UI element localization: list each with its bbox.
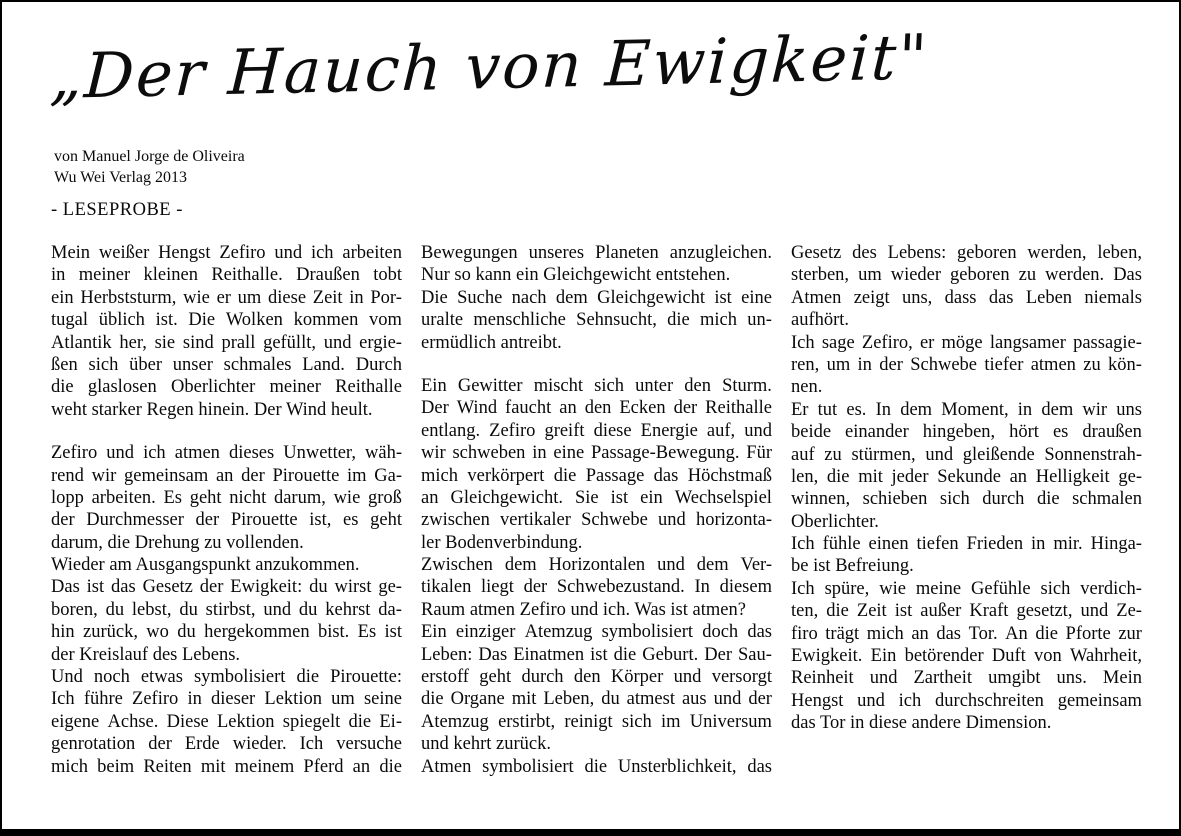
text-columns (51, 242, 1143, 778)
section-label: - LESEPROBE - (51, 200, 183, 220)
text-line: aufhört. (791, 310, 850, 331)
text-line: Ein Gewitter mischt sich unter den Sturm. (421, 375, 772, 396)
paragraph (51, 242, 402, 421)
text-line: tugal üblich ist. Die Wolken kommen vom (51, 310, 402, 331)
book-title: „Der Hauch von Ewigkeit" (48, 20, 931, 114)
text-line: der Kreislauf des Lebens. (51, 644, 241, 665)
text-line: Ich spüre, wie meine Gefühle sich verdich- (791, 578, 1142, 599)
text-line: genrotation der Erde wieder. Ich versuche (51, 734, 402, 755)
text-line: weht starker Regen hinein. Der Wind heult. (51, 399, 373, 420)
text-line: Oberlichter. (791, 511, 879, 532)
text-line: erstoff geht durch den Körper und versorgt (421, 667, 772, 688)
text-line: mich verkörpert die Passage das Höchstmaß (421, 465, 772, 486)
text-line: lopp arbeiten. Es geht nicht darum, wie groß (51, 487, 402, 508)
text-line: Gesetz des Lebens: geboren werden, leben, (791, 243, 1142, 263)
text-line: an Gleichgewicht. Sie ist ein Wechselspiel (421, 487, 772, 508)
text-column-1 (51, 242, 402, 778)
paragraph (51, 666, 402, 778)
paragraph (791, 578, 1142, 735)
text-line: Atmen symbolisiert die Unsterblichkeit, das (421, 756, 772, 777)
paragraph (791, 242, 1142, 332)
publisher-line: Wu Wei Verlag 2013 (54, 169, 188, 186)
text-line: firo trägt mich an das Tor. An die Pforte zur (791, 623, 1142, 644)
text-line: nen. (791, 377, 823, 398)
text-line: Atemzug erstirbt, reinigt sich im Universum (421, 711, 772, 732)
paragraph (421, 554, 772, 621)
paragraph (791, 533, 1142, 578)
text-line: Atlantik her, sie sind prall gefüllt, und ergie- (51, 332, 402, 353)
text-line: eigene Achse. Diese Lektion spiegelt die Ei- (51, 711, 402, 732)
text-line: ßen sich über unser schmales Land. Durch (51, 354, 402, 375)
text-line: der Durchmesser der Pirouette ist, es geht (51, 510, 402, 531)
text-line: die glaslosen Oberlichter meiner Reithalle (51, 377, 402, 398)
text-line: Ewigkeit. Ein betörender Duft von Wahrheit, (791, 646, 1142, 667)
text-line: hin zurück, wo du hergekommen bist. Es ist (51, 622, 402, 643)
text-line: Ich fühle einen tiefen Frieden in mir. Hinga- (791, 534, 1142, 555)
author-byline: von Manuel Jorge de Oliveira (54, 148, 245, 165)
text-line: Zwischen dem Horizontalen und dem Ver- (421, 555, 772, 576)
text-line: uralte menschliche Sehnsucht, die mich un- (421, 310, 772, 331)
text-line: darum, die Drehung zu vollenden. (51, 532, 304, 553)
text-line: ten, die Zeit ist außer Kraft gesetzt, und Ze- (791, 601, 1142, 622)
text-line: boren, du lebst, du stirbst, und du kehrst da- (51, 599, 402, 620)
byline-block (54, 146, 245, 188)
text-line: Bewegungen unseres Planeten anzugleichen. (421, 243, 772, 263)
text-line: winnen, schieben sich durch die schmalen (791, 489, 1142, 510)
paragraph (421, 287, 772, 354)
text-line: Ich führe Zefiro in dieser Lektion um seine (51, 689, 402, 710)
text-line: Wieder am Ausgangspunkt anzukommen. (51, 555, 360, 576)
text-line: Nur so kann ein Gleichgewicht entstehen. (421, 265, 731, 286)
text-line: ermüdlich antreibt. (421, 332, 562, 353)
text-line: mich beim Reiten mit meinem Pferd an die (51, 756, 402, 777)
text-line: auf zu stürmen, und gleißende Sonnenstrah- (791, 444, 1142, 465)
text-line: und kehrt zurück. (421, 734, 551, 755)
text-line: zwischen vertikaler Schwebe und horizonta- (421, 510, 772, 531)
text-line: die Organe mit Leben, du atmest aus und der (421, 689, 772, 710)
text-line: rend wir gemeinsam an der Pirouette im Ga- (51, 465, 402, 486)
paragraph (421, 242, 772, 287)
text-line: tikalen liegt der Schwebezustand. In diesem (421, 577, 772, 598)
paragraph (421, 756, 772, 778)
text-line: len, die mit jeder Sekunde an Helligkeit ge- (791, 466, 1142, 487)
paragraph (51, 442, 402, 554)
text-line: be ist Befreiung. (791, 556, 914, 577)
text-line: Das ist das Gesetz der Ewigkeit: du wirst ge- (51, 577, 402, 598)
text-line: Und noch etwas symbolisiert die Pirouette: (51, 667, 402, 688)
text-line: entlang. Zefiro greift diese Energie auf, und (421, 420, 772, 441)
text-line: ein Herbststurm, wie er um diese Zeit in Por- (51, 287, 402, 308)
text-column-3 (791, 242, 1142, 778)
text-line: Reinheit und Zartheit umgibt uns. Mein (791, 668, 1142, 689)
text-line: Ein einziger Atemzug symbolisiert doch das (421, 622, 772, 643)
text-line: Atmen zeigt uns, dass das Leben niemals (791, 287, 1142, 308)
text-line: Mein weißer Hengst Zefiro und ich arbeiten (51, 243, 402, 263)
text-line: das Tor in diese andere Dimension. (791, 713, 1052, 734)
text-line: Der Wind faucht an den Ecken der Reithalle (421, 398, 772, 419)
text-column-2 (421, 242, 772, 778)
text-line: wir schweben in eine Passage-Bewegung. Für (421, 443, 772, 464)
text-line: Raum atmen Zefiro und ich. Was ist atmen? (421, 599, 746, 620)
text-line: ler Bodenverbindung. (421, 532, 583, 553)
paragraph (791, 332, 1142, 399)
text-line: Er tut es. In dem Moment, in dem wir uns (791, 399, 1142, 420)
text-line: in meiner kleinen Reithalle. Draußen tobt (51, 265, 402, 286)
text-line: Leben: Das Einatmen ist die Geburt. Der Sau- (421, 644, 772, 665)
paragraph (791, 399, 1142, 533)
paragraph (421, 621, 772, 755)
paragraph-gap (51, 421, 402, 442)
text-line: Hengst und ich durchschreiten gemeinsam (791, 690, 1142, 711)
paragraph (51, 554, 402, 576)
text-line: Ich sage Zefiro, er möge langsamer passagie- (791, 332, 1142, 353)
text-line: Die Suche nach dem Gleichgewicht ist eine (421, 287, 772, 308)
text-line: Zefiro und ich atmen dieses Unwetter, wäh- (51, 443, 402, 464)
text-line: sterben, um wieder geboren zu werden. Das (791, 265, 1142, 286)
text-line: beide einander hingeben, hört es draußen (791, 422, 1142, 443)
paragraph-gap (421, 354, 772, 375)
text-line: ren, um in der Schwebe tiefer atmen zu kön- (791, 354, 1142, 375)
paragraph (421, 375, 772, 554)
paragraph (51, 576, 402, 666)
